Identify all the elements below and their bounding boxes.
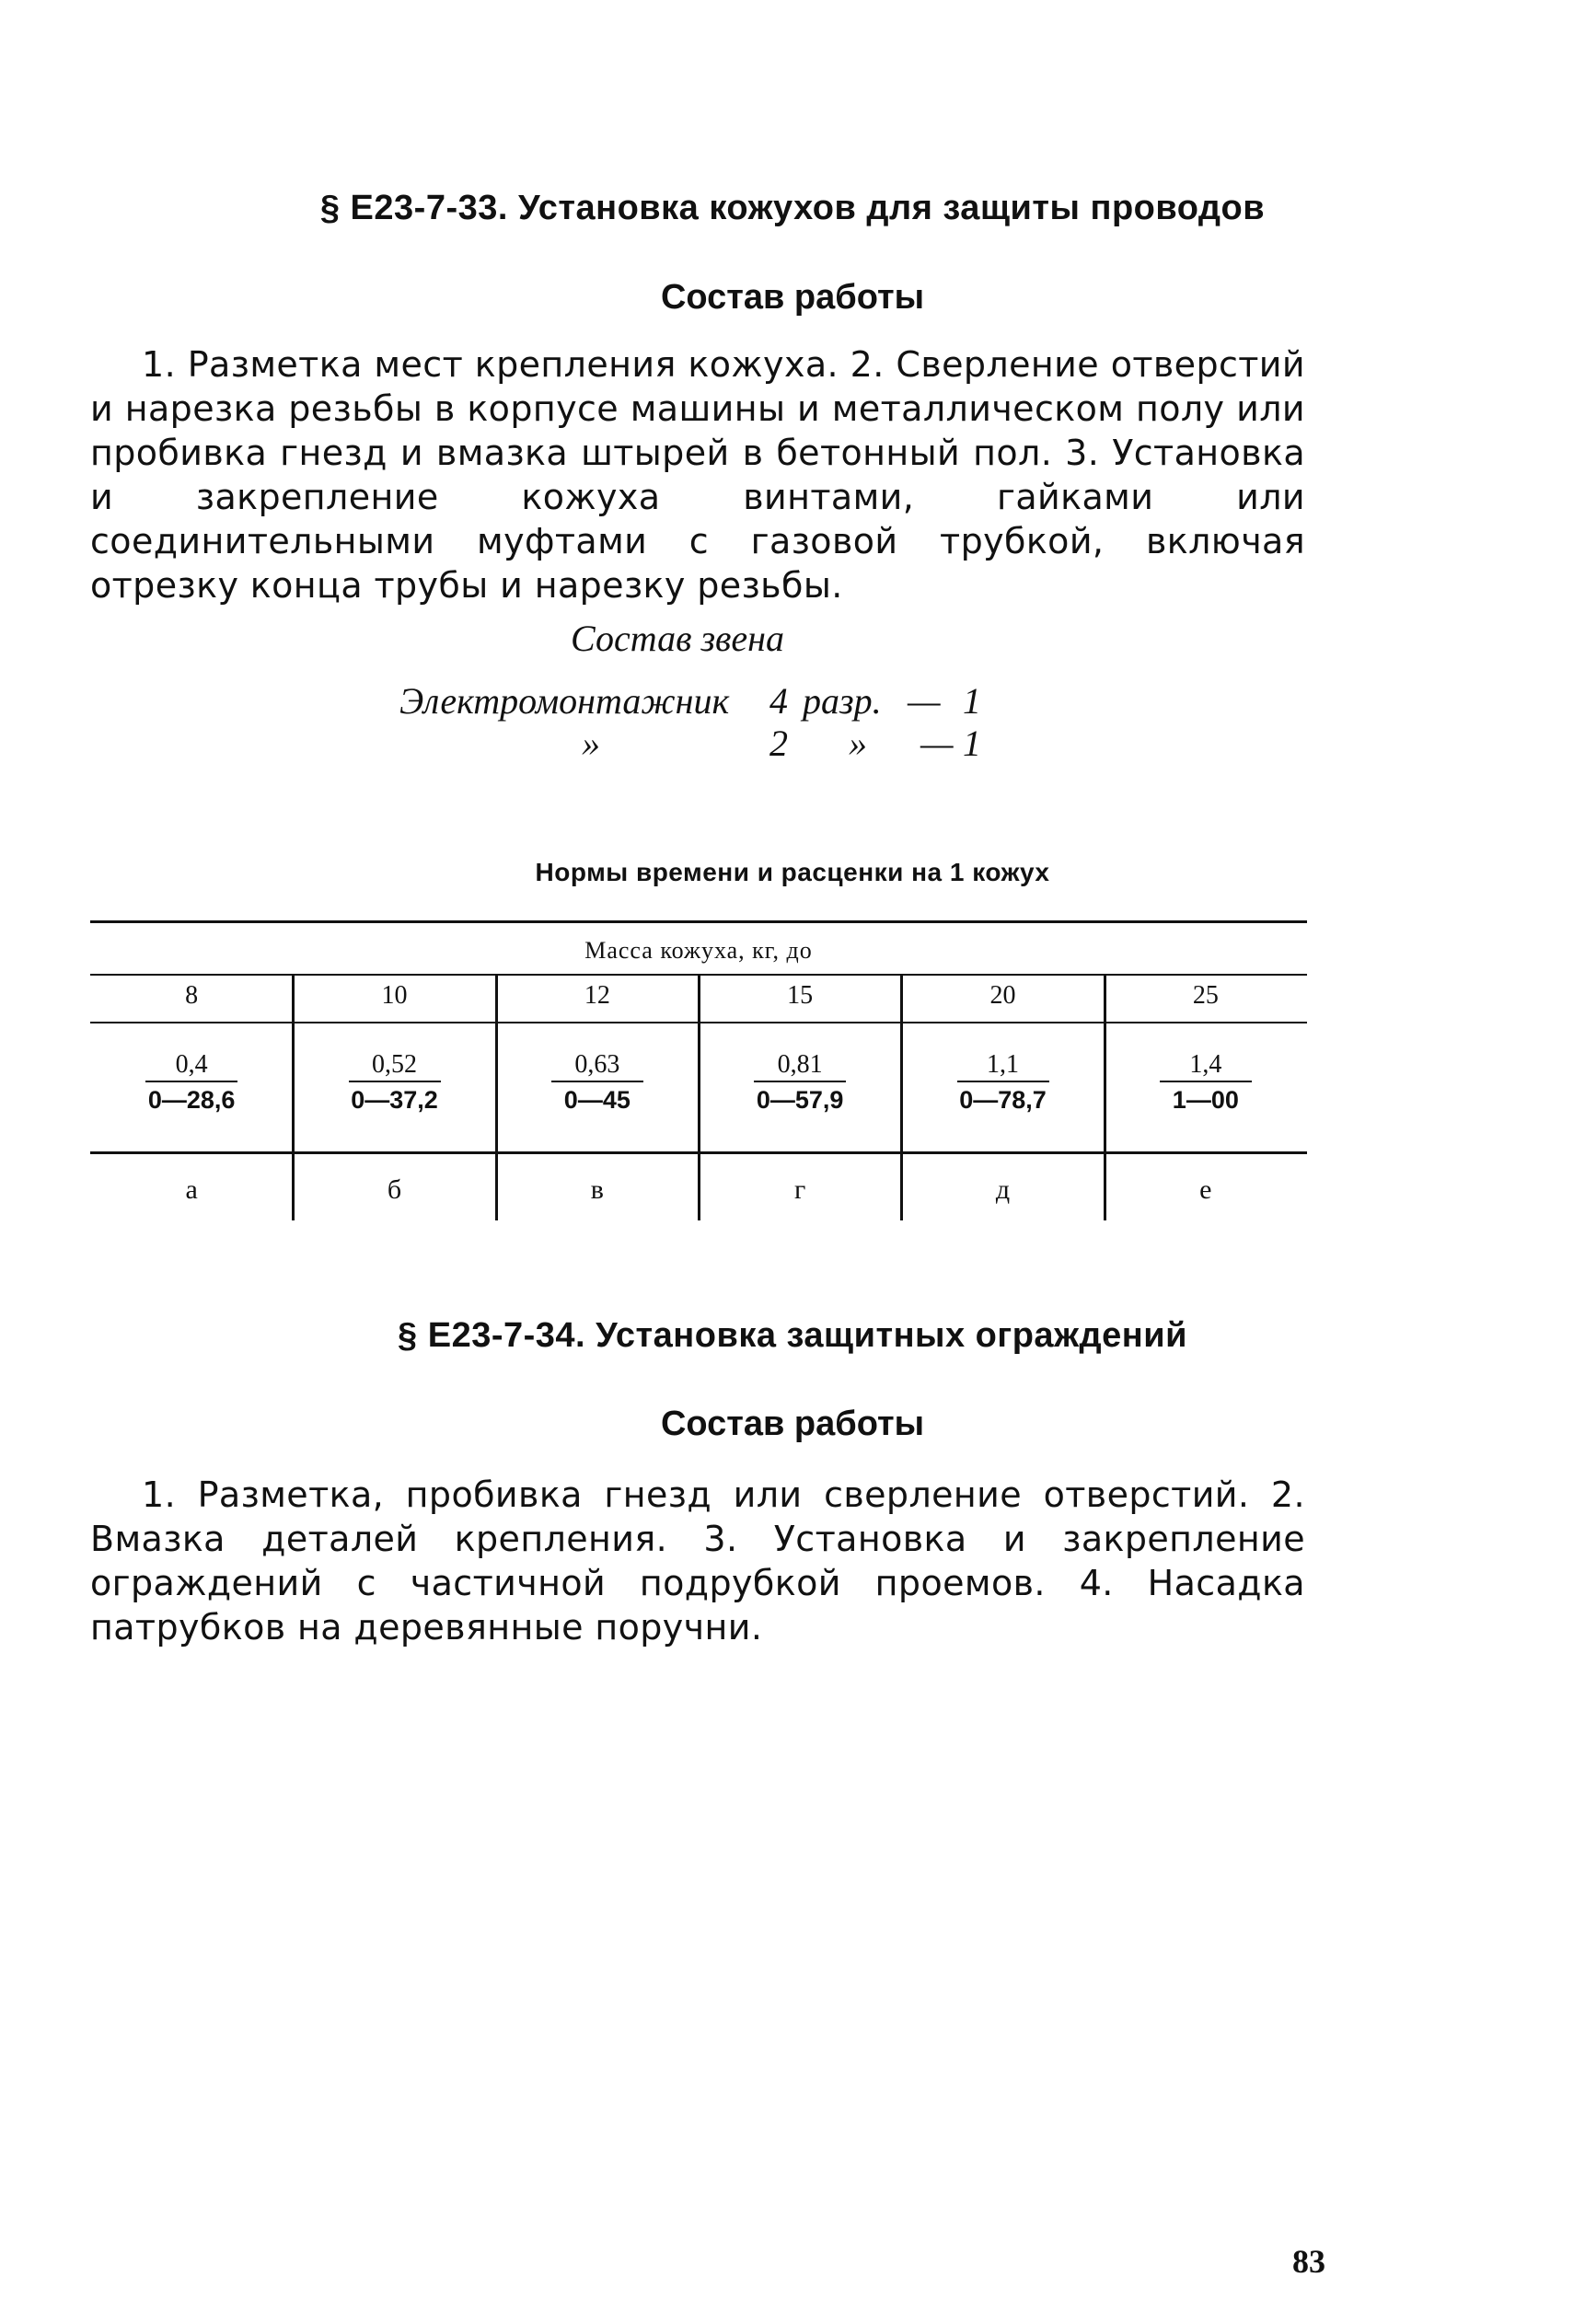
norm-fraction [515,1049,680,1117]
crew-unit: » [849,723,867,764]
crew-dash: — [908,680,941,722]
crew-count: 1 [963,723,981,764]
time-norm: 1,4 [1189,1050,1222,1079]
work-composition-heading: Состав работы [660,278,925,317]
column-divider [292,974,295,1220]
crew-dash: — [920,723,954,764]
table-mass-rule [90,1022,1307,1023]
column-letter: а [185,1174,198,1205]
work-composition-heading: Состав работы [660,1405,925,1443]
work-composition-text: 1. Разметка, пробивка гнезд или сверление отверстий. 2. Вмазка деталей крепления. 3. Установка и закрепление ограждений с частичной подрубкой проемов. 4. Насадка патрубков на деревянные поручни. [90,1474,1305,1648]
norm-fraction [109,1049,274,1117]
time-norm: 0,52 [372,1050,417,1079]
column-letter: г [794,1174,806,1205]
column-divider [1104,974,1106,1220]
column-letter: д [995,1174,1011,1205]
norm-fraction [312,1049,478,1117]
crew-role: Электромонтажник [399,680,730,722]
column-letter: б [387,1174,402,1205]
column-letter: е [1199,1174,1212,1205]
crew-grade: 4 [769,680,788,722]
mass-value: 12 [584,981,610,1010]
crew-count: 1 [963,680,981,722]
crew-role: » [582,723,600,764]
section-title: § Е23-7-34. Установка защитных ограждений [398,1316,1187,1355]
column-letter: в [590,1174,604,1205]
norm-fraction [717,1049,883,1117]
time-norm: 0,63 [574,1050,620,1079]
time-norm: 0,4 [175,1050,208,1079]
work-composition-text: 1. Разметка мест крепления кожуха. 2. Сверление отверстий и нарезка резьбы в корпусе машины и металлическом полу или пробивка гнезд и вмазка штырей в бетонный пол. 3. Установка и закрепление кожуха винтами, гайками или соединительными муфтами с газовой трубкой, включая отрезку конца трубы и нарезку резьбы. [90,344,1305,606]
mass-value: 10 [381,981,408,1010]
time-norm: 1,1 [987,1050,1019,1079]
page-number: 83 [1292,2243,1325,2280]
table-caption: Нормы времени и расценки на 1 кожух [535,858,1050,886]
column-divider [900,974,903,1220]
table-top-rule [90,920,1307,923]
column-divider [698,974,700,1220]
rate-value: 0—57,9 [756,1086,844,1114]
norm-fraction [920,1049,1086,1117]
section-title: § Е23-7-33. Установка кожухов для защиты проводов [319,189,1266,227]
column-divider [495,974,498,1220]
rate-value: 0—78,7 [959,1086,1047,1114]
crew-grade: 2 [769,723,788,764]
crew-heading: Состав звена [571,618,785,659]
norm-fraction [1123,1049,1289,1117]
rate-value: 1—00 [1172,1086,1239,1114]
crew-unit: разр. [803,680,882,722]
table-values-rule [90,1151,1307,1154]
rate-value: 0—45 [563,1086,631,1114]
mass-value: 25 [1192,981,1219,1010]
table-header: Масса кожуха, кг, до [584,937,813,964]
mass-value: 20 [989,981,1016,1010]
rate-value: 0—28,6 [147,1086,236,1114]
time-norm: 0,81 [777,1050,823,1079]
rate-value: 0—37,2 [351,1086,438,1114]
mass-value: 15 [787,981,814,1010]
mass-value: 8 [185,981,199,1010]
